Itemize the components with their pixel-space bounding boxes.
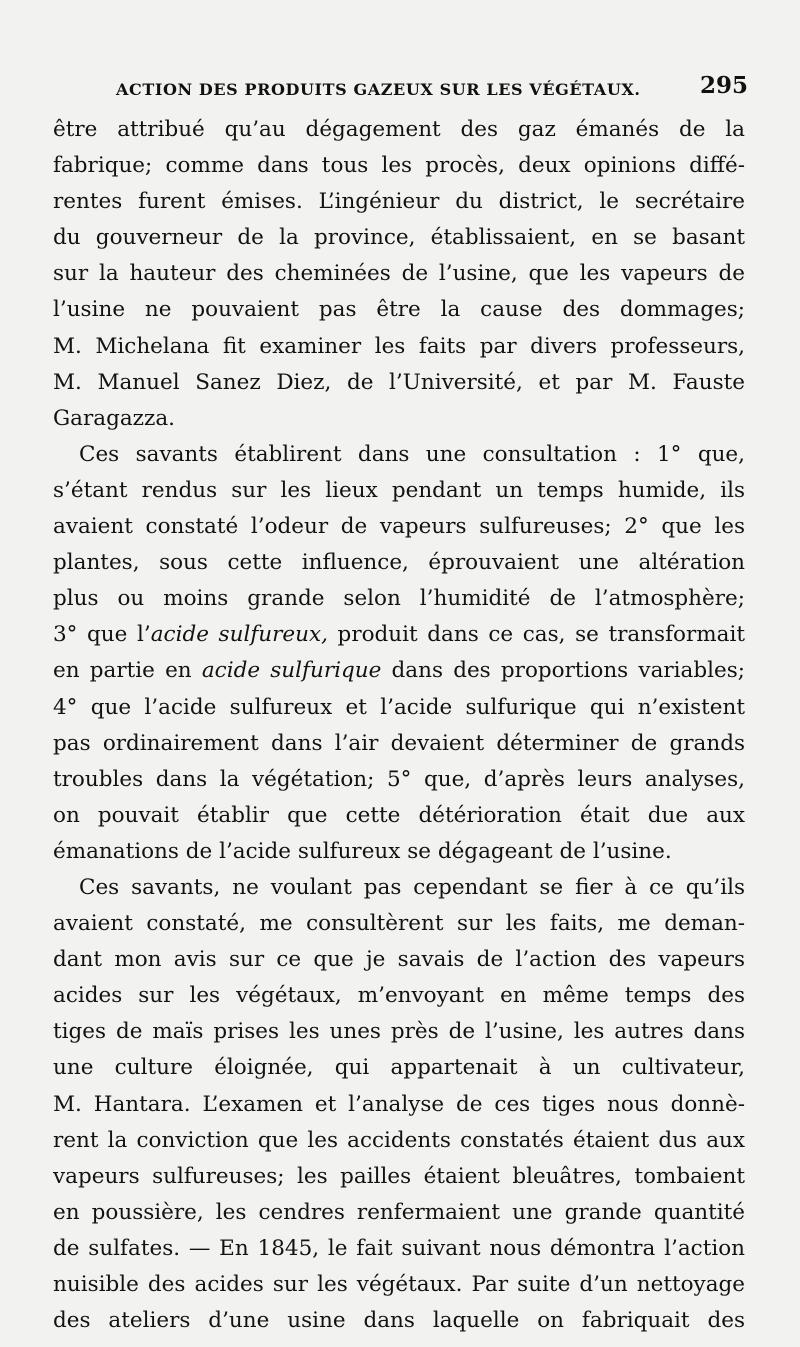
page-number: 295 <box>699 72 748 99</box>
text-line: 4° que l’acide sulfureux et l’acide sulfurique qui n’existent <box>53 694 745 720</box>
text-line: dant mon avis sur ce que je savais de l’action des vapeurs <box>53 947 745 973</box>
text-line: s’étant rendus sur les lieux pendant un temps humide, ils <box>53 477 745 503</box>
text-line: plantes, sous cette influence, éprouvaient une altération <box>53 550 745 576</box>
text-line: être attribué qu’au dégagement des gaz émanés de la <box>53 117 745 142</box>
line-segment: produit dans ce cas, se transformait <box>327 622 745 648</box>
text-line: émanations de l’acide sulfureux se dégageant de l’usine. <box>53 838 672 864</box>
italic-term: acide sulfurique <box>201 658 382 684</box>
text-line: Garagazza. <box>53 405 175 431</box>
text-line: Ces savants, ne voulant pas cependant se fier à ce qu’ils <box>79 874 745 900</box>
text-line <box>53 617 745 653</box>
text-line: M. Hantara. L’examen et l’analyse de ces tiges nous donnè- <box>53 1091 745 1117</box>
text-line: M. Michelana fit examiner les faits par divers professeurs, <box>53 333 745 359</box>
text-line: plus ou moins grande selon l’humidité de l’atmosphère; <box>53 586 745 612</box>
text-line: du gouverneur de la province, établissaient, en se basant <box>53 225 745 251</box>
page-header <box>52 72 748 108</box>
text-line: l’usine ne pouvaient pas être la cause des dommages; <box>53 297 745 323</box>
text-line: sur la hauteur des cheminées de l’usine, que les vapeurs de <box>53 261 745 287</box>
italic-term: acide sulfureux, <box>150 622 328 648</box>
text-line: troubles dans la végétation; 5° que, d’après leurs analyses, <box>53 766 745 792</box>
running-head: ACTION DES PRODUITS GAZEUX SUR LES VÉGÉTAUX. <box>116 80 641 99</box>
text-line: de sulfates. — En 1845, le fait suivant nous démontra l’action <box>53 1235 745 1261</box>
line-segment: en partie en <box>53 658 202 684</box>
text-line: nuisible des acides sur les végétaux. Par suite d’un nettoyage <box>53 1272 745 1297</box>
body-text <box>53 112 745 1339</box>
text-line: tiges de maïs prises les unes près de l’usine, les autres dans <box>53 1019 745 1045</box>
text-line: on pouvait établir que cette détérioration était due aux <box>53 802 745 828</box>
text-line: pas ordinairement dans l’air devaient déterminer de grands <box>53 730 745 756</box>
text-line: rentes furent émises. L’ingénieur du district, le secrétaire <box>53 189 745 215</box>
text-line: rent la conviction que les accidents constatés étaient dus aux <box>53 1127 745 1153</box>
text-line: en poussière, les cendres renfermaient une grande quantité <box>53 1199 745 1225</box>
text-line: acides sur les végétaux, m’envoyant en même temps des <box>53 983 745 1009</box>
text-line: avaient constaté, me consultèrent sur les faits, me deman- <box>53 911 745 937</box>
line-segment: 3° que l’ <box>53 622 151 648</box>
text-line: avaient constaté l’odeur de vapeurs sulfureuses; 2° que les <box>53 514 745 540</box>
text-line: Ces savants établirent dans une consultation : 1° que, <box>79 441 745 467</box>
line-segment: dans des proportions variables; <box>381 658 745 684</box>
text-line: une culture éloignée, qui appartenait à un cultivateur, <box>53 1055 745 1081</box>
text-line: vapeurs sulfureuses; les pailles étaient bleuâtres, tombaient <box>53 1163 745 1189</box>
text-line <box>53 653 745 689</box>
text-line: fabrique; comme dans tous les procès, deux opinions diffé- <box>53 153 745 179</box>
text-line: des ateliers d’une usine dans laquelle on fabriquait des <box>53 1308 745 1334</box>
text-line: M. Manuel Sanez Diez, de l’Université, et par M. Fauste <box>53 369 745 395</box>
